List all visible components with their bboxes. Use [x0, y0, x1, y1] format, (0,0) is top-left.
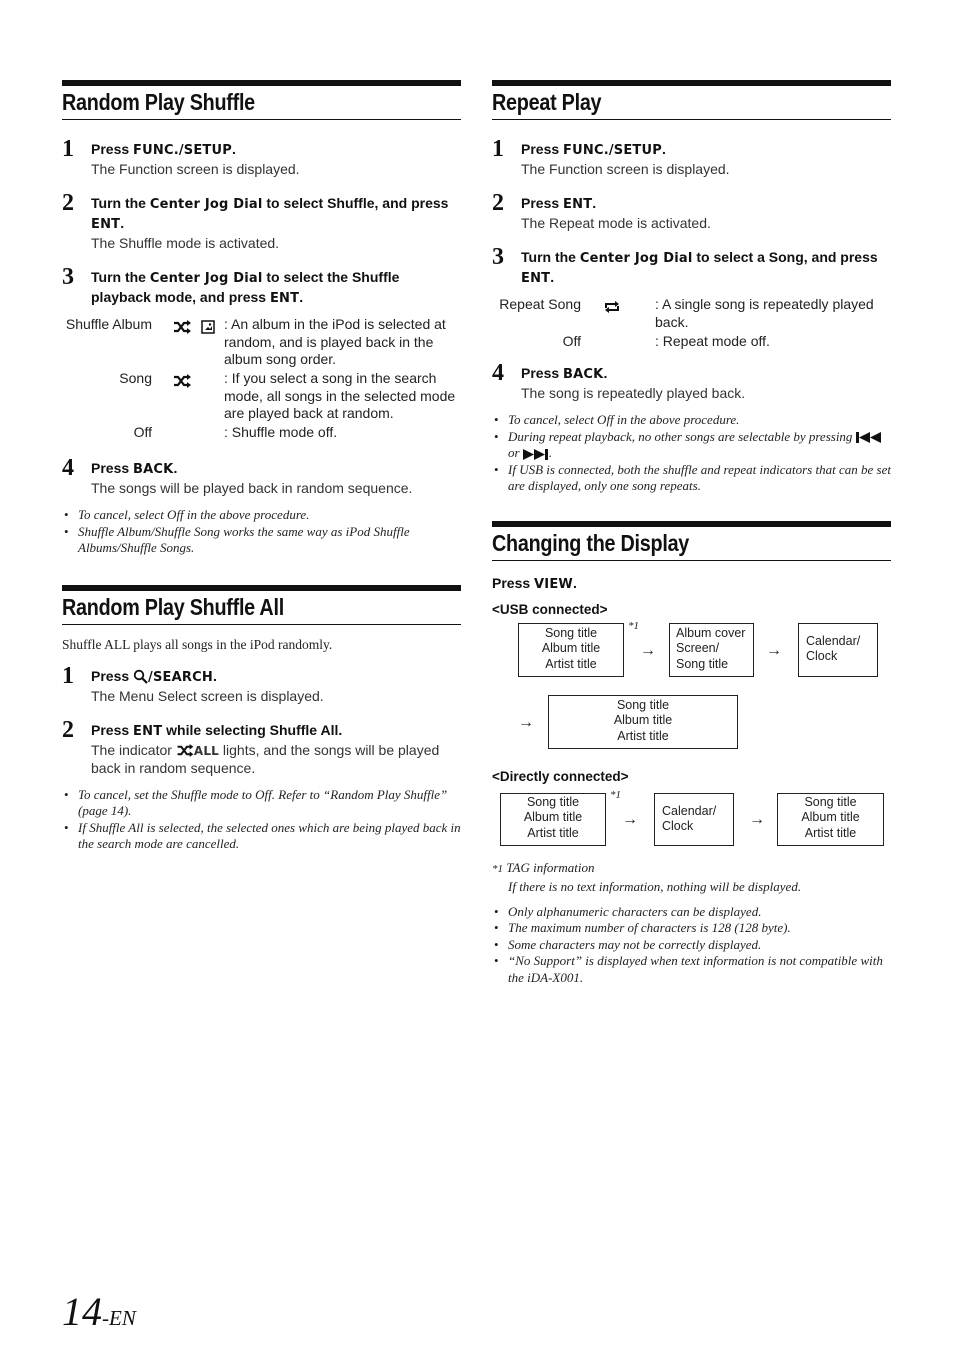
step-1	[62, 136, 461, 178]
note-item: • To cancel, select Off in the above procedure.	[492, 412, 891, 429]
skip-forward-icon	[523, 449, 549, 460]
flow-box: Song title Album title Artist title	[777, 793, 884, 846]
repeat-icon	[603, 300, 621, 314]
notes-list	[62, 787, 461, 853]
shuffle-icon	[173, 374, 191, 388]
direct-connected-heading: <Directly connected>	[492, 768, 629, 784]
flow-box: Song title Album title Artist title	[518, 623, 624, 677]
arrow-icon: →	[622, 810, 638, 828]
step-instruction: Turn the Center Jog Dial to select Shuffle, and press ENT.	[91, 195, 449, 232]
section-title: Random Play Shuffle	[62, 89, 255, 115]
shuffle-icon	[173, 320, 191, 334]
step-instruction: Press ENT.	[521, 195, 597, 212]
footnote-marker: *1	[628, 619, 639, 632]
mode-description: : A single song is repeatedly played back.	[655, 296, 874, 330]
step-description: The Menu Select screen is displayed.	[91, 687, 324, 704]
notes-list	[492, 412, 891, 495]
mode-label: Shuffle Album	[65, 316, 152, 332]
step-instruction: Turn the Center Jog Dial to select the Shuffle playback mode, and press ENT.	[91, 269, 400, 306]
step-3	[62, 264, 461, 308]
mode-label: Off	[133, 424, 152, 440]
flow-box: Song title Album title Artist title	[500, 793, 606, 846]
right-column	[492, 80, 891, 986]
step-description: The indicator ALL lights, and the songs will be played back in random sequence.	[91, 741, 440, 776]
usb-flow-diagram	[492, 619, 891, 769]
notes-list	[492, 904, 891, 987]
step-1	[62, 662, 461, 705]
note-item: • The maximum number of characters is 128 (128 byte).	[492, 920, 891, 937]
shuffle-all-indicator: ALL	[193, 743, 220, 758]
mode-label: Song	[119, 370, 152, 386]
footnote-detail: If there is no text information, nothing will be displayed.	[508, 878, 802, 894]
mode-label: Off	[562, 333, 581, 349]
step-number: 4	[62, 455, 74, 481]
section-header-repeat	[492, 80, 891, 120]
note-item: • To cancel, select Off in the above procedure.	[62, 507, 461, 524]
step-description: The song is repeatedly played back.	[521, 385, 746, 401]
step-instruction: Turn the Center Jog Dial to select a Song, and press ENT.	[521, 249, 878, 286]
mode-label: Repeat Song	[499, 296, 581, 312]
section-title: Repeat Play	[492, 89, 602, 115]
step-4	[62, 455, 461, 497]
mode-description: : If you select a song in the search mode, all songs in the selected mode are played back at random.	[224, 370, 456, 421]
section-header-shuffle	[62, 80, 461, 120]
note-item: • “No Support” is displayed when text information is not compatible with the iDA-X001.	[492, 953, 891, 986]
mode-description: : Shuffle mode off.	[224, 424, 338, 440]
repeat-mode-table	[492, 296, 891, 348]
step-number: 1	[62, 662, 74, 689]
shuffle-icon	[176, 744, 194, 757]
step-number: 2	[492, 190, 504, 216]
note-item: • Only alphanumeric characters can be displayed.	[492, 904, 891, 921]
section-title: Changing the Display	[492, 529, 690, 556]
step-3	[492, 244, 891, 288]
note-item: • To cancel, set the Shuffle mode to Off. Refer to “Random Play Shuffle” (page 14).	[62, 787, 461, 820]
arrow-icon: →	[766, 641, 782, 659]
arrow-icon: →	[749, 810, 765, 828]
footnote-marker: *1	[492, 862, 503, 875]
page-number: 14-EN	[62, 1289, 136, 1334]
left-column	[62, 80, 461, 853]
step-description: The Function screen is displayed.	[91, 161, 300, 177]
step-number: 1	[62, 136, 74, 162]
section-header-shuffle-all	[62, 585, 461, 625]
shuffle-mode-table	[62, 316, 461, 439]
step-description: The songs will be played back in random sequence.	[91, 480, 413, 496]
step-instruction: Press FUNC./SETUP.	[91, 141, 236, 158]
footnote: *1 TAG information If there is no text information, nothing will be displayed.	[492, 859, 891, 895]
mode-description: : Repeat mode off.	[655, 333, 770, 349]
flow-box: Album cover Screen/ Song title	[669, 623, 754, 677]
usb-connected-heading: <USB connected>	[492, 601, 608, 617]
step-number: 2	[62, 716, 74, 743]
search-icon	[133, 669, 148, 684]
section-header-display	[492, 521, 891, 561]
step-description: The Repeat mode is activated.	[521, 215, 711, 231]
flow-box: Calendar/ Clock	[654, 793, 734, 846]
step-number: 4	[492, 360, 504, 386]
notes-list	[62, 507, 461, 557]
album-icon	[201, 320, 215, 334]
direct-flow-diagram	[492, 788, 891, 853]
step-description: The Shuffle mode is activated.	[91, 235, 280, 251]
skip-back-icon	[856, 432, 882, 443]
step-2	[492, 190, 891, 232]
arrow-icon: →	[640, 641, 656, 659]
step-instruction: Press /SEARCH.	[91, 667, 217, 685]
step-description: The Function screen is displayed.	[521, 161, 730, 177]
footnote-marker: *1	[610, 788, 621, 801]
note-item: • Shuffle Album/Shuffle Song works the same way as iPod Shuffle Albums/Shuffle Songs.	[62, 524, 461, 557]
step-instruction: Press ENT while selecting Shuffle All.	[91, 721, 343, 739]
step-2	[62, 190, 461, 252]
press-view-instruction: Press VIEW.	[492, 574, 577, 592]
step-number: 3	[492, 244, 504, 270]
arrow-icon: →	[518, 713, 534, 731]
step-instruction: Press FUNC./SETUP.	[521, 141, 666, 158]
flow-box: Calendar/ Clock	[798, 623, 878, 677]
step-number: 2	[62, 190, 74, 216]
step-number: 3	[62, 264, 74, 290]
step-4	[492, 360, 891, 402]
section-intro: Shuffle ALL plays all songs in the iPod randomly.	[62, 636, 333, 652]
note-item: • During repeat playback, no other songs are selectable by pressing or .	[492, 429, 891, 462]
mode-description: : An album in the iPod is selected at random, and is played back in the album song order.	[224, 316, 446, 367]
note-item: • If Shuffle All is selected, the selected ones which are being played back in the search mode are cancelled.	[62, 820, 461, 853]
step-2	[62, 716, 461, 777]
step-number: 1	[492, 136, 504, 162]
step-instruction: Press BACK.	[91, 460, 178, 477]
flow-box: Song title Album title Artist title	[548, 695, 738, 749]
section-title: Random Play Shuffle All	[62, 593, 284, 620]
step-instruction: Press BACK.	[521, 365, 608, 382]
note-item: • If USB is connected, both the shuffle and repeat indicators that can be set are displayed, only one song repeats.	[492, 462, 891, 495]
step-1	[492, 136, 891, 178]
note-item: • Some characters may not be correctly displayed.	[492, 937, 891, 954]
